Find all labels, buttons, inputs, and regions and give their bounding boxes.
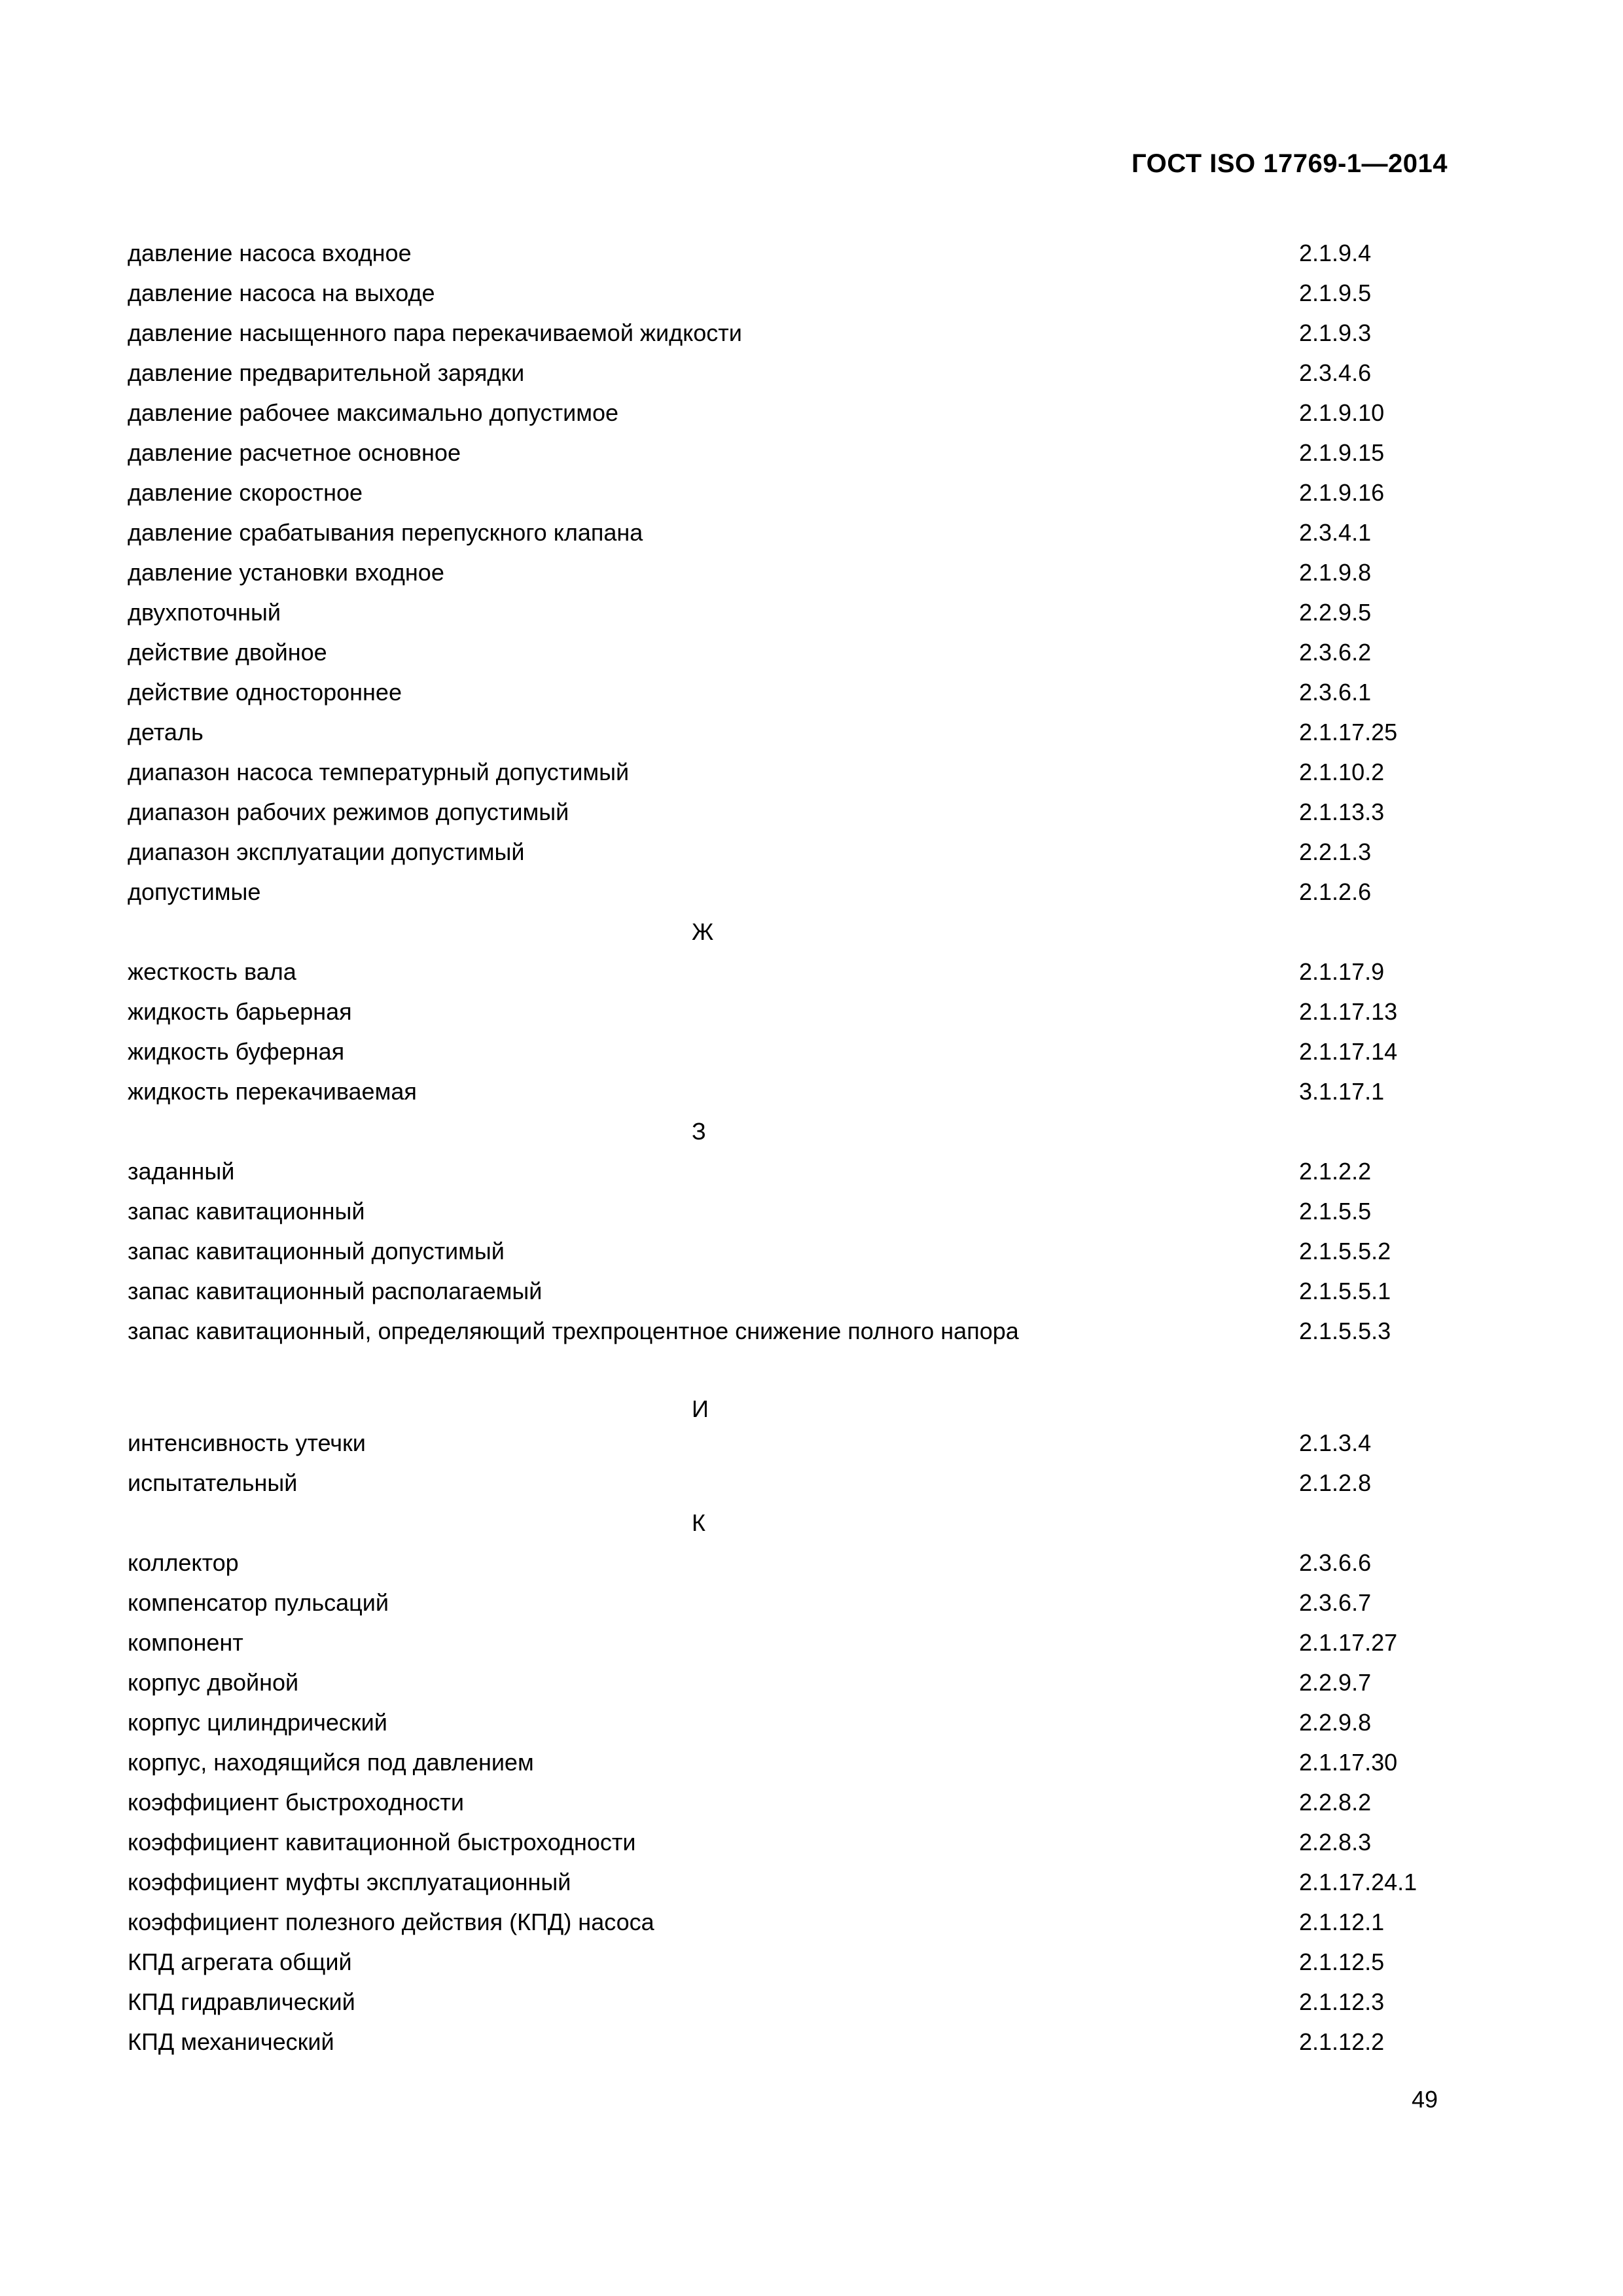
index-ref-number: 2.1.5.5 <box>1299 1197 1372 1225</box>
index-term: корпус двойной <box>128 1668 299 1696</box>
index-term: компенсатор пульсаций <box>128 1588 389 1616</box>
index-term: действие двойное <box>128 638 327 666</box>
index-entry <box>128 1982 1436 2022</box>
index-term: давление рабочее максимально допустимое <box>128 399 619 426</box>
index-term: действие одностороннее <box>128 678 402 706</box>
index-ref-number: 2.2.9.7 <box>1299 1668 1372 1696</box>
index-entry <box>128 433 1436 473</box>
index-entry <box>128 1742 1436 1782</box>
index-ref-number: 2.3.4.6 <box>1299 359 1372 386</box>
index-entry <box>128 393 1436 433</box>
index-term: давление насоса входное <box>128 239 412 266</box>
index-ref-number: 2.2.9.5 <box>1299 598 1372 626</box>
index-ref-number: 2.1.17.9 <box>1299 958 1385 985</box>
index-entry <box>128 2022 1436 2062</box>
index-ref-number: 2.1.9.5 <box>1299 279 1372 306</box>
index-ref-number: 2.1.5.5.3 <box>1299 1317 1391 1344</box>
index-entry <box>128 1902 1436 1942</box>
index-entry <box>128 1702 1436 1742</box>
index-term: давление насоса на выходе <box>128 279 435 306</box>
index-entry <box>128 592 1436 632</box>
index-entry <box>128 1782 1436 1822</box>
index-entry <box>128 353 1436 393</box>
section-letter: К <box>692 1509 705 1536</box>
index-term: корпус цилиндрический <box>128 1708 387 1736</box>
index-term: корпус, находящийся под давлением <box>128 1748 534 1776</box>
index-term: давление насыщенного пара перекачиваемой жидкости <box>128 319 742 346</box>
index-term: запас кавитационный <box>128 1197 365 1225</box>
index-term: диапазон эксплуатации допустимый <box>128 838 525 865</box>
index-term: КПД гидравлический <box>128 1988 355 2015</box>
index-ref-number: 2.3.6.6 <box>1299 1549 1372 1576</box>
index-term: диапазон рабочих режимов допустимый <box>128 798 569 825</box>
index-term: коэффициент полезного действия (КПД) насоса <box>128 1908 654 1935</box>
index-ref-number: 2.1.17.25 <box>1299 718 1398 745</box>
alphabetical-index <box>128 233 1436 2062</box>
index-entry <box>128 672 1436 712</box>
index-term: коэффициент быстроходности <box>128 1788 464 1816</box>
index-ref-number: 2.3.6.1 <box>1299 678 1372 706</box>
index-entry <box>128 952 1436 992</box>
index-ref-number: 2.1.3.4 <box>1299 1429 1372 1456</box>
section-letter: З <box>692 1117 706 1145</box>
index-entry <box>128 512 1436 552</box>
index-term: запас кавитационный допустимый <box>128 1237 505 1265</box>
index-term: интенсивность утечки <box>128 1429 366 1456</box>
index-entry <box>128 1623 1436 1662</box>
index-ref-number: 2.1.2.6 <box>1299 878 1372 905</box>
index-ref-number: 2.1.13.3 <box>1299 798 1385 825</box>
index-entry <box>128 832 1436 872</box>
index-entry <box>128 1191 1436 1231</box>
index-ref-number: 2.1.9.8 <box>1299 558 1372 586</box>
index-term: допустимые <box>128 878 261 905</box>
index-entry <box>128 1151 1436 1191</box>
index-term: двухпоточный <box>128 598 281 626</box>
index-ref-number: 2.1.12.1 <box>1299 1908 1385 1935</box>
section-letter: Ж <box>692 918 714 945</box>
index-term: коэффициент муфты эксплуатационный <box>128 1868 571 1895</box>
index-entry <box>128 752 1436 792</box>
index-ref-number: 3.1.17.1 <box>1299 1077 1385 1105</box>
index-entry <box>128 1071 1436 1111</box>
index-term: заданный <box>128 1157 235 1185</box>
index-entry <box>128 552 1436 592</box>
index-entry <box>128 1423 1436 1463</box>
index-entry <box>128 313 1436 353</box>
index-ref-number: 2.3.6.2 <box>1299 638 1372 666</box>
index-entry <box>128 872 1436 912</box>
index-term: давление установки входное <box>128 558 444 586</box>
page-number: 49 <box>1411 2086 1438 2113</box>
index-entry <box>128 1271 1436 1311</box>
index-entry <box>128 712 1436 752</box>
index-ref-number: 2.2.1.3 <box>1299 838 1372 865</box>
index-ref-number: 2.1.9.3 <box>1299 319 1372 346</box>
index-term: запас кавитационный располагаемый <box>128 1277 543 1304</box>
index-ref-number: 2.2.8.2 <box>1299 1788 1372 1816</box>
index-ref-number: 2.3.6.7 <box>1299 1588 1372 1616</box>
index-term: давление скоростное <box>128 478 363 506</box>
index-entry <box>128 1822 1436 1862</box>
index-term: диапазон насоса температурный допустимый <box>128 758 630 785</box>
index-term: давление предварительной зарядки <box>128 359 525 386</box>
index-ref-number: 2.3.4.1 <box>1299 518 1372 546</box>
index-term: жидкость барьерная <box>128 997 352 1025</box>
index-ref-number: 2.1.17.24.1 <box>1299 1868 1418 1895</box>
index-entry <box>128 233 1436 273</box>
index-ref-number: 2.1.17.30 <box>1299 1748 1398 1776</box>
index-ref-number: 2.1.9.16 <box>1299 478 1385 506</box>
index-term: коэффициент кавитационной быстроходности <box>128 1828 636 1856</box>
index-term: КПД механический <box>128 2028 334 2055</box>
index-ref-number: 2.1.5.5.1 <box>1299 1277 1391 1304</box>
index-ref-number: 2.2.8.3 <box>1299 1828 1372 1856</box>
index-ref-number: 2.1.17.13 <box>1299 997 1398 1025</box>
index-entry <box>128 1311 1436 1351</box>
index-ref-number: 2.1.9.15 <box>1299 439 1385 466</box>
index-entry <box>128 992 1436 1031</box>
index-ref-number: 2.1.5.5.2 <box>1299 1237 1391 1265</box>
index-term: запас кавитационный, определяющий трехпроцентное снижение полного напора <box>128 1317 1019 1344</box>
index-entry <box>128 273 1436 313</box>
index-entry <box>128 1463 1436 1503</box>
index-ref-number: 2.1.10.2 <box>1299 758 1385 785</box>
index-term: давление расчетное основное <box>128 439 461 466</box>
index-ref-number: 2.1.12.5 <box>1299 1948 1385 1975</box>
index-entry <box>128 1543 1436 1583</box>
index-entry <box>128 473 1436 512</box>
index-ref-number: 2.2.9.8 <box>1299 1708 1372 1736</box>
index-ref-number: 2.1.2.8 <box>1299 1469 1372 1496</box>
index-term: компонент <box>128 1628 243 1656</box>
index-entry <box>128 1231 1436 1271</box>
index-ref-number: 2.1.9.10 <box>1299 399 1385 426</box>
index-ref-number: 2.1.2.2 <box>1299 1157 1372 1185</box>
index-entry <box>128 1862 1436 1902</box>
index-term: коллектор <box>128 1549 239 1576</box>
index-ref-number: 2.1.12.2 <box>1299 2028 1385 2055</box>
index-ref-number: 2.1.12.3 <box>1299 1988 1385 2015</box>
index-ref-number: 2.1.17.14 <box>1299 1037 1398 1065</box>
index-entry <box>128 632 1436 672</box>
index-entry <box>128 1942 1436 1982</box>
index-ref-number: 2.1.17.27 <box>1299 1628 1398 1656</box>
index-ref-number: 2.1.9.4 <box>1299 239 1372 266</box>
index-term: жидкость буферная <box>128 1037 345 1065</box>
index-entry <box>128 792 1436 832</box>
index-term: испытательный <box>128 1469 298 1496</box>
index-term: давление срабатывания перепускного клапана <box>128 518 643 546</box>
section-letter: И <box>692 1395 709 1422</box>
index-entry <box>128 1031 1436 1071</box>
index-term: деталь <box>128 718 204 745</box>
index-entry <box>128 1583 1436 1623</box>
index-term: жесткость вала <box>128 958 296 985</box>
index-term: жидкость перекачиваемая <box>128 1077 417 1105</box>
index-term: КПД агрегата общий <box>128 1948 352 1975</box>
page-header-doc-id: ГОСТ ISO 17769-1—2014 <box>1132 149 1448 178</box>
index-entry <box>128 1662 1436 1702</box>
